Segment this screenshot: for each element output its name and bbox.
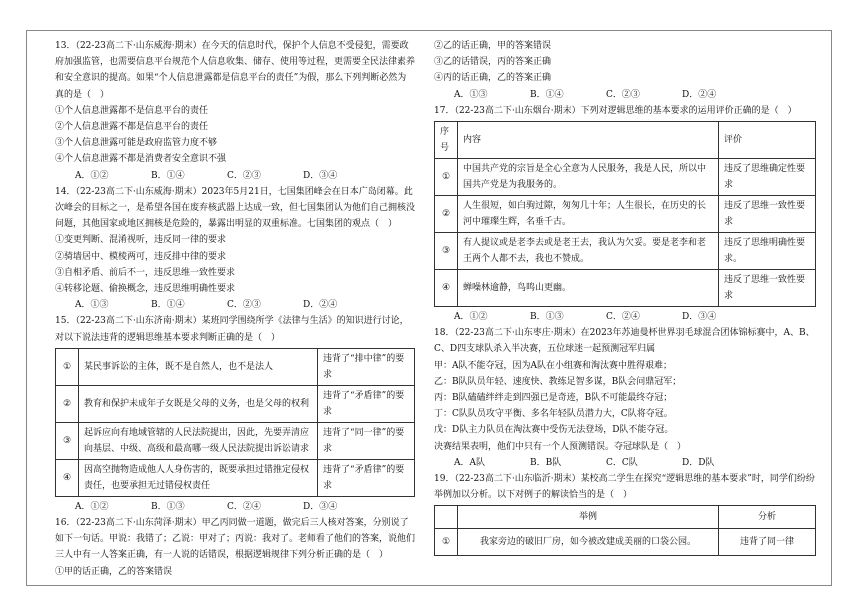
choice-d[interactable]: D．②④ bbox=[303, 300, 338, 311]
table-row bbox=[435, 159, 816, 196]
question-16-stem: 16．（22-23高二下·山东菏泽·期末）甲乙丙同做一道题，做完后三人核对答案，分别说了如下一句话。甲说：我错了；乙说：甲对了；丙说：我对了。老师看了他们的答案，说他们三人中有一人答案正确，有一人说的话错误，根据逻辑规律下列分析正确的是（ ） bbox=[55, 518, 416, 561]
question-16-option: ②乙的话正确，甲的答案错误 bbox=[434, 41, 552, 51]
row-evaluation: 违反了思维明确性要求。 bbox=[719, 233, 816, 270]
row-content: 人生很短，如白驹过隙，匆匆几十年；人生很长，在历史的长河中璀璨生辉，名垂千古。 bbox=[458, 196, 719, 233]
row-content: 有人提议或是老李去或是老王去，我认为欠妥。要是老李和老王两个人都不去，我也不赞成。 bbox=[458, 233, 719, 270]
question-18-stem: 18．（22-23高二下·山东枣庄·期末）在2023年苏迪曼杯世界羽毛球混合团体锦标赛中，A、B、C、D四支球队杀入半决赛，五位球迷一起预测冠军归属 bbox=[434, 328, 815, 355]
question-13-option: ②个人信息泄露不都是信息平台的责任 bbox=[55, 122, 209, 133]
table-row bbox=[435, 233, 816, 270]
question-19 bbox=[434, 471, 816, 556]
question-18-line: 甲：A队不能夺冠，因为A队在小组赛和淘汰赛中胜得艰难； bbox=[434, 360, 673, 371]
row-evaluation: 违反了思维一致性要求 bbox=[719, 270, 816, 307]
choice-d[interactable]: D．③④ bbox=[303, 170, 338, 181]
question-14-option: ①变更判断、混淆视听，违反同一律的要求 bbox=[55, 235, 227, 246]
choice-b[interactable]: B．B队 bbox=[530, 457, 562, 468]
row-number: ③ bbox=[435, 233, 458, 270]
left-column bbox=[55, 38, 415, 580]
table-row bbox=[56, 459, 415, 496]
row-content: 蝉噪林逾静，鸟鸣山更幽。 bbox=[458, 270, 719, 307]
row-number: ① bbox=[435, 159, 458, 196]
row-evaluation: 违背了“同一律”的要求 bbox=[318, 422, 415, 459]
row-number: ② bbox=[435, 196, 458, 233]
question-15 bbox=[55, 313, 415, 515]
row-content: 因高空抛物造成他人人身伤害的，既要承担过错推定侵权责任，也要承担无过错侵权责任 bbox=[79, 459, 318, 496]
question-13-stem: 13．（22-23高二下·山东威海·期末）在今天的信息时代，保护个人信息不受侵犯，需要政府加强监管，也需要信息平台规范个人信息收集、储存、使用等过程，更需要全民法律素养和安全意识的提高。如果“个人信息泄露都是信息平台的责任”为假，那么下列判断必然为真的是（ ） bbox=[55, 41, 416, 100]
row-evaluation: 违反了思维确定性要求 bbox=[719, 159, 816, 196]
table-row bbox=[435, 270, 816, 307]
question-13-option: ①个人信息泄露都不是信息平台的责任 bbox=[55, 105, 209, 116]
table-header-row bbox=[435, 506, 816, 529]
choice-b[interactable]: B．①③ bbox=[151, 501, 185, 512]
choice-a[interactable]: A．①② bbox=[75, 170, 109, 181]
header-content: 内容 bbox=[458, 122, 719, 159]
table-row bbox=[56, 385, 415, 422]
choice-a[interactable]: A．①② bbox=[75, 501, 109, 512]
question-15-choices bbox=[55, 499, 415, 515]
row-content: 教育和保护未成年子女既是父母的义务，也是父母的权利 bbox=[79, 385, 318, 422]
question-15-stem: 15．（22-23高二下·山东济南·期末）某班同学围绕所学《法律与生活》的知识进行讨论，对以下说法违背的逻辑思维基本要求判断正确的是（ ） bbox=[55, 316, 409, 343]
table-row bbox=[56, 422, 415, 459]
question-14-option: ②骑墙居中、模棱两可，违反排中律的要求 bbox=[55, 251, 227, 262]
question-14 bbox=[55, 184, 415, 314]
row-evaluation: 违背了“矛盾律”的要求 bbox=[318, 385, 415, 422]
question-14-option: ④转移论题、偷换概念，违反思维明确性要求 bbox=[55, 284, 236, 295]
table-row bbox=[435, 529, 816, 556]
row-content: 某民事诉讼的主体，既不是自然人，也不是法人 bbox=[79, 348, 318, 385]
row-evaluation: 违反了思维一致性要求 bbox=[719, 196, 816, 233]
choice-c[interactable]: C．②④ bbox=[606, 312, 640, 323]
question-16 bbox=[55, 515, 415, 580]
question-16-choices bbox=[434, 87, 816, 103]
row-analysis: 违背了同一律 bbox=[719, 529, 816, 556]
question-13-choices bbox=[55, 168, 415, 184]
choice-d[interactable]: D．③④ bbox=[682, 312, 717, 323]
row-evaluation: 违背了“排中律”的要求 bbox=[318, 348, 415, 385]
question-19-table bbox=[434, 505, 816, 556]
question-17 bbox=[434, 103, 816, 325]
row-number: ④ bbox=[56, 459, 79, 496]
choice-c[interactable]: C．②③ bbox=[227, 170, 261, 181]
question-13-option: ③个人信息泄露可能是政府监管力度不够 bbox=[55, 138, 218, 149]
row-number: ② bbox=[56, 385, 79, 422]
question-14-choices bbox=[55, 297, 415, 313]
row-number: ③ bbox=[56, 422, 79, 459]
table-header-row bbox=[435, 122, 816, 159]
question-18-line: 决赛结果表明，他们中只有一个人预测错误。夺冠球队是（ ） bbox=[434, 441, 687, 452]
choice-d[interactable]: D．③④ bbox=[303, 501, 338, 512]
table-row bbox=[56, 348, 415, 385]
choice-d[interactable]: D．D队 bbox=[682, 457, 715, 468]
choice-a[interactable]: A．①③ bbox=[75, 300, 109, 311]
question-13 bbox=[55, 38, 415, 184]
question-18-line: 乙：B队队员年轻、速度快、教练足智多谋，B队会问鼎冠军； bbox=[434, 376, 682, 387]
header-blank bbox=[435, 506, 458, 529]
header-number: 序号 bbox=[435, 122, 458, 159]
question-17-choices bbox=[434, 309, 816, 325]
row-example: 我家旁边的破旧厂房，如今被改建成美丽的口袋公园。 bbox=[458, 529, 719, 556]
question-15-table bbox=[55, 348, 415, 497]
row-evaluation: 违背了“矛盾律”的要求 bbox=[318, 459, 415, 496]
choice-b[interactable]: B．①④ bbox=[151, 300, 185, 311]
question-16-option: ④丙的话正确，乙的答案正确 bbox=[434, 73, 552, 84]
choice-a[interactable]: A．A队 bbox=[454, 457, 485, 468]
row-content: 起诉应向有地域管辖的人民法院提出，因此，先要弄清应向基层、中级、高级和最高哪一级人民法院提出诉讼请求 bbox=[79, 422, 318, 459]
question-17-stem: 17．（22-23高二下·山东烟台·期末）下列对逻辑思维的基本要求的运用评价正确的是（ ） bbox=[434, 105, 797, 116]
question-18-line: 丙：B队磕磕绊绊走到四强已是奇迹，B队不可能最终夺冠； bbox=[434, 393, 673, 404]
question-16-continued bbox=[434, 38, 816, 103]
header-evaluation: 评价 bbox=[719, 122, 816, 159]
choice-d[interactable]: D．②④ bbox=[682, 89, 717, 100]
choice-c[interactable]: C．②④ bbox=[227, 501, 261, 512]
header-example: 举例 bbox=[458, 506, 719, 529]
choice-b[interactable]: B．①③ bbox=[530, 312, 564, 323]
choice-c[interactable]: C．②③ bbox=[227, 300, 261, 311]
question-19-stem: 19．（22-23高二下·山东临沂·期末）某校高二学生在探究“逻辑思维的基本要求”时，同学们纷纷举例加以分析。以下对例子的解读恰当的是（ ） bbox=[434, 474, 815, 501]
choice-b[interactable]: B．①④ bbox=[530, 89, 564, 100]
choice-a[interactable]: A．①② bbox=[454, 312, 488, 323]
question-17-table bbox=[434, 121, 816, 307]
row-content: 中国共产党的宗旨是全心全意为人民服务，我是人民，所以中国共产党是为我服务的。 bbox=[458, 159, 719, 196]
row-number: ④ bbox=[435, 270, 458, 307]
choice-b[interactable]: B．①④ bbox=[151, 170, 185, 181]
choice-c[interactable]: C．②③ bbox=[606, 89, 640, 100]
question-16-option: ③乙的话错误，丙的答案正确 bbox=[434, 57, 552, 68]
question-14-option: ③自相矛盾、前后不一，违反思维一致性要求 bbox=[55, 267, 236, 278]
question-18 bbox=[434, 325, 816, 471]
question-18-choices bbox=[434, 455, 816, 471]
question-18-line: 丁：C队队员攻守平衡、多名年轻队员潜力大，C队将夺冠。 bbox=[434, 409, 673, 420]
choice-a[interactable]: A．①③ bbox=[454, 89, 488, 100]
question-13-option: ④个人信息泄露不都是消费者安全意识不强 bbox=[55, 154, 227, 165]
table-row bbox=[435, 196, 816, 233]
row-number: ① bbox=[56, 348, 79, 385]
choice-c[interactable]: C．C队 bbox=[606, 457, 638, 468]
question-18-line: 戊：D队主力队员在淘汰赛中受伤无法登场，D队不能夺冠。 bbox=[434, 425, 674, 436]
right-column bbox=[434, 38, 816, 556]
question-14-stem: 14．（22-23高二下·山东威海·期末）2023年5月21日，七国集团峰会在日本广岛闭幕。此次峰会的目标之一，是希望各国在废弃核武器上达成一致，但七国集团认为他们自己拥核没问题，其他国家或地区拥核是危险的，暴露出明显的双重标准。七国集团的观点（ ） bbox=[55, 186, 416, 230]
question-16-option: ①甲的话正确，乙的答案错误 bbox=[55, 566, 173, 577]
row-number: ① bbox=[435, 529, 458, 556]
header-analysis: 分析 bbox=[719, 506, 816, 529]
